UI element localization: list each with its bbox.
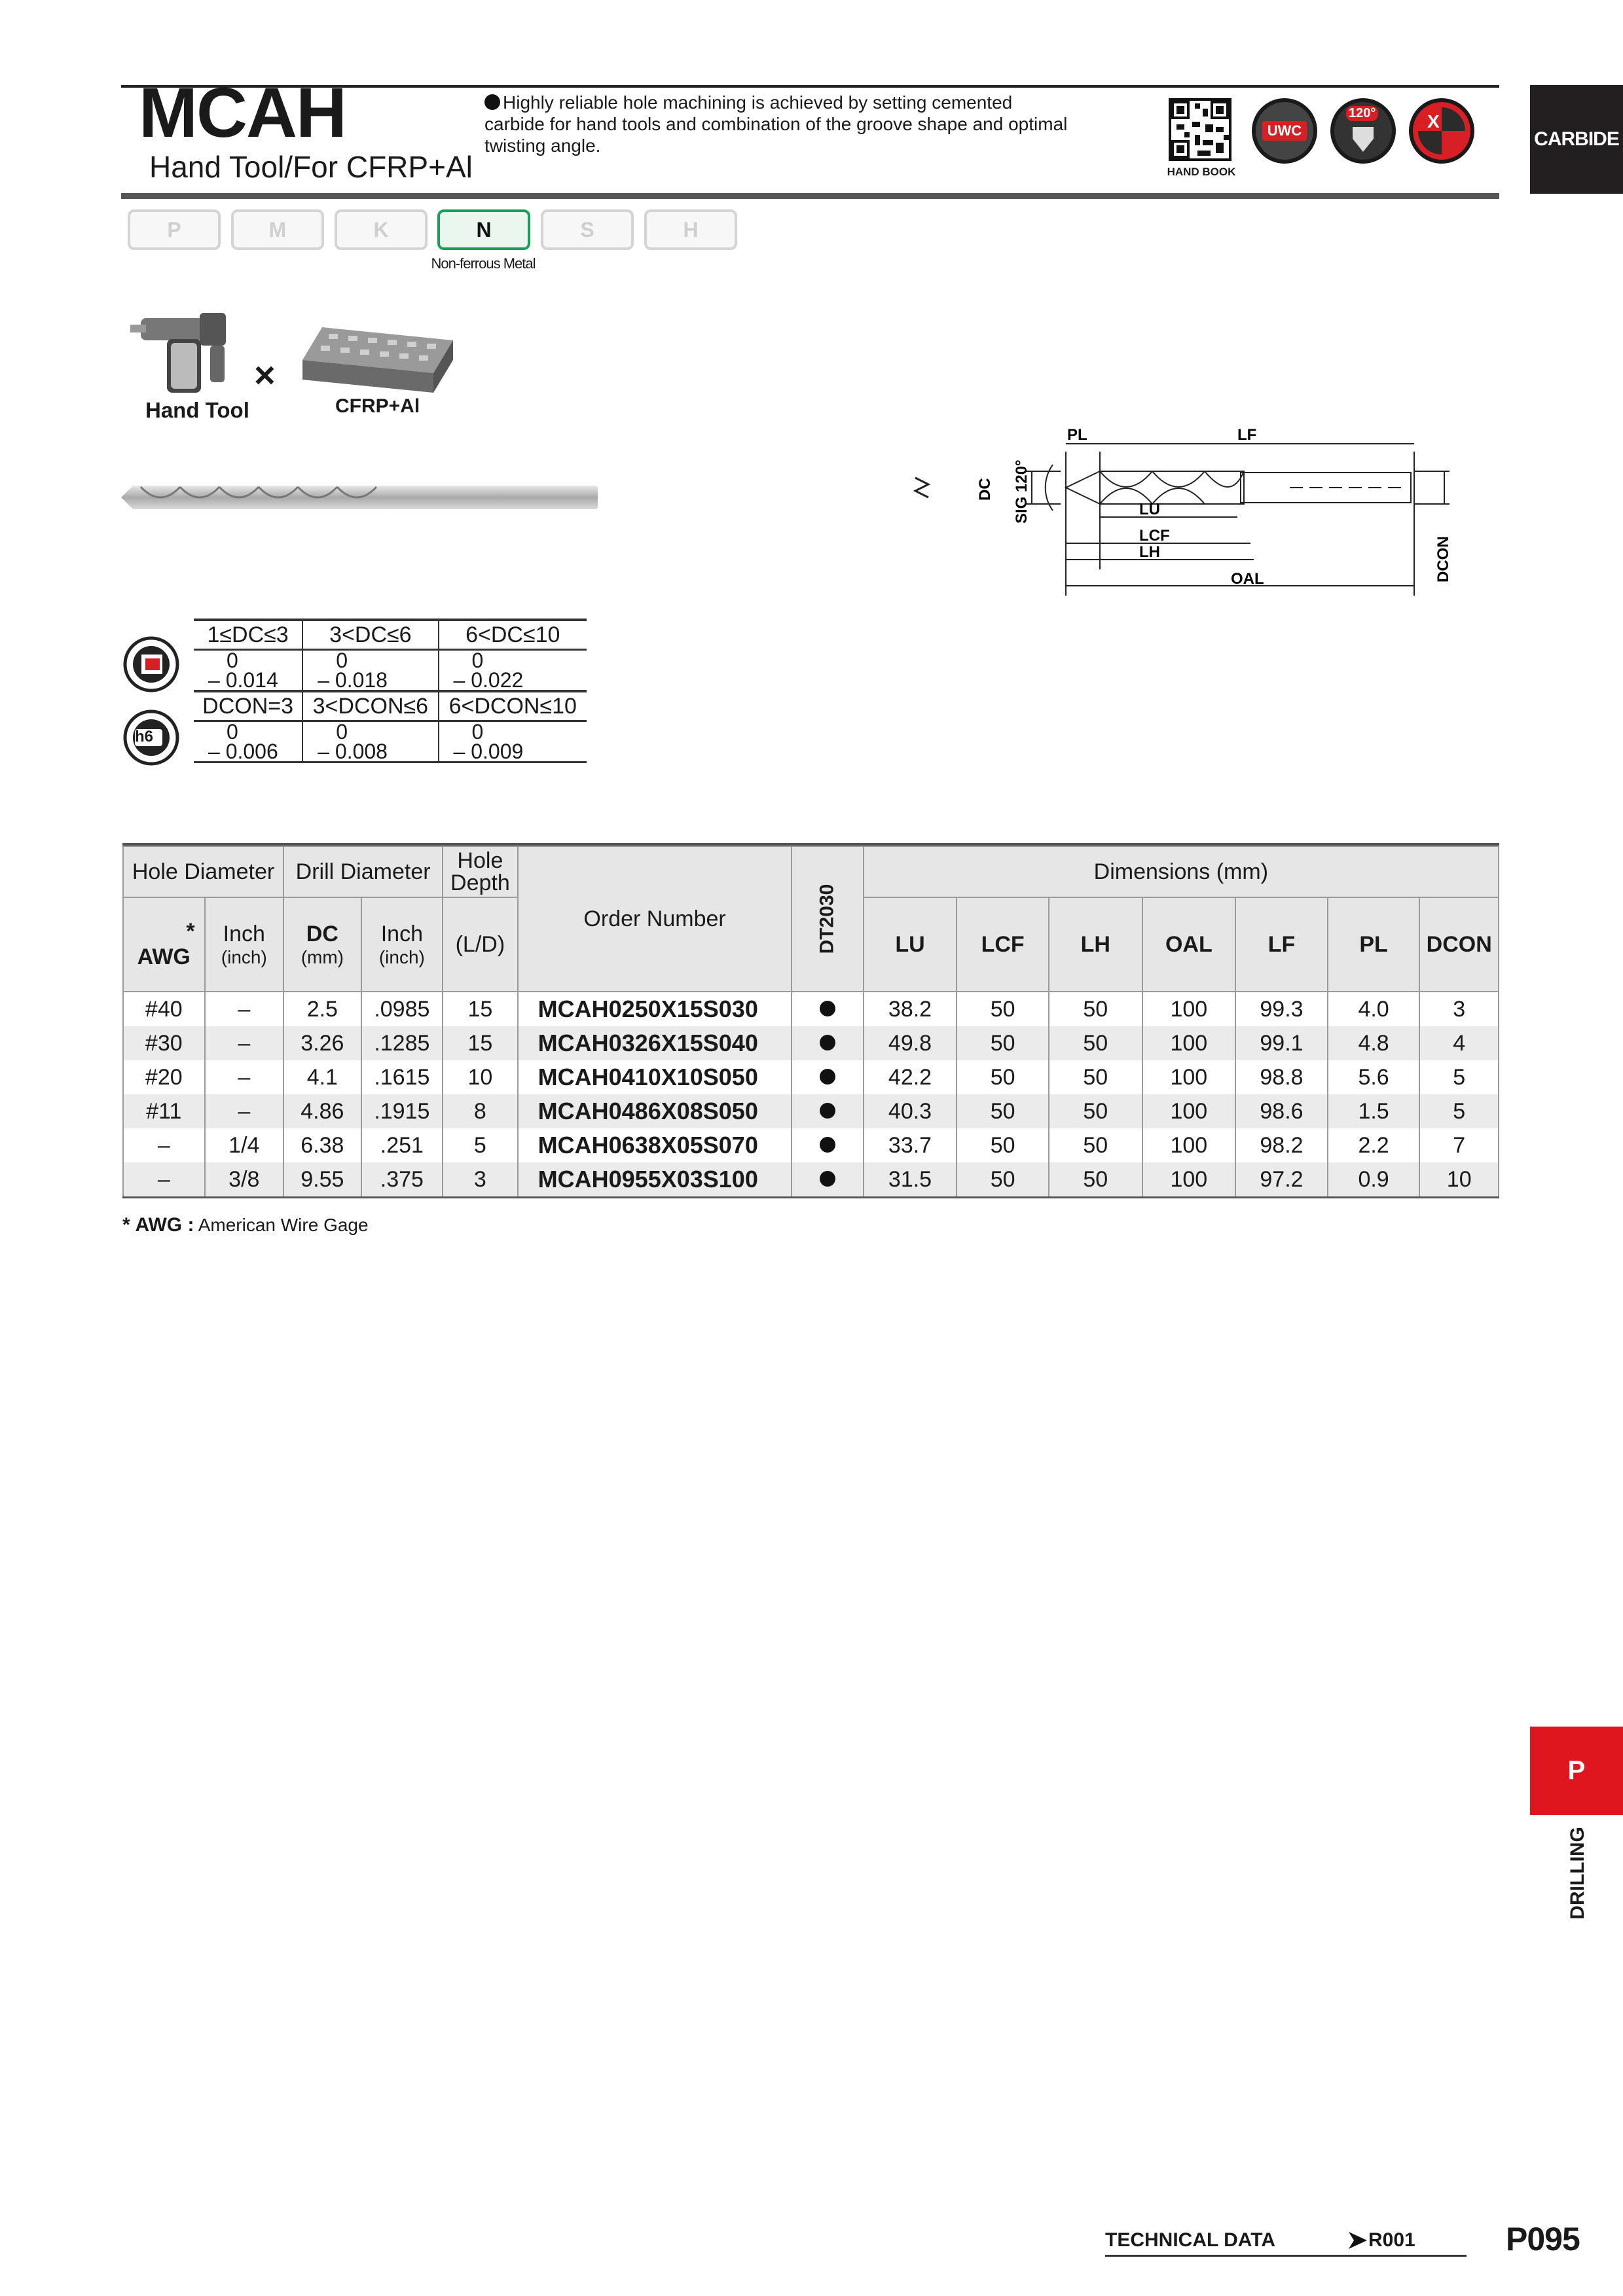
- dcon-range-2: 3<DCON≤6: [302, 691, 438, 721]
- cross-thinning-icon: X: [1409, 98, 1474, 164]
- material-chip-n: N: [437, 209, 530, 250]
- stock-dot-icon: [820, 1137, 835, 1153]
- dcon-upper-2: 0: [302, 721, 438, 742]
- hole-inch-header: Inch (inch): [205, 897, 284, 992]
- dimensions-header: Dimensions (mm): [864, 846, 1499, 897]
- table-cell: 100: [1142, 1060, 1236, 1094]
- table-cell: 5.6: [1328, 1060, 1420, 1094]
- table-cell: 100: [1142, 992, 1236, 1026]
- table-cell: #30: [123, 1026, 205, 1060]
- dc-upper-2: 0: [302, 650, 438, 671]
- order-number: MCAH0638X05S070: [518, 1128, 792, 1162]
- stock-dot-icon: [820, 1035, 835, 1050]
- table-cell: 0.9: [1328, 1162, 1420, 1198]
- stock-dot-icon: [820, 1069, 835, 1085]
- material-chip-m: M: [231, 209, 324, 250]
- table-cell: [792, 1026, 863, 1060]
- table-cell: 9.55: [283, 1162, 361, 1198]
- dc-range-1: 1≤DC≤3: [194, 620, 302, 650]
- dcon-upper-3: 0: [439, 721, 587, 742]
- technical-data-link[interactable]: TECHNICAL DATA: [1105, 2229, 1275, 2251]
- material-chip-s: S: [541, 209, 634, 250]
- table-row: [123, 1026, 1499, 1060]
- table-cell: 15: [443, 1026, 518, 1060]
- table-cell: 5: [443, 1128, 518, 1162]
- lh-header: LH: [1049, 897, 1142, 992]
- workpiece-label: CFRP+Al: [335, 395, 420, 417]
- table-cell: 6.38: [283, 1128, 361, 1162]
- header-bottom-rule: [121, 193, 1499, 199]
- svg-text:DCON: DCON: [1434, 536, 1452, 583]
- table-cell: –: [205, 992, 284, 1026]
- qr-code-icon[interactable]: [1169, 98, 1231, 161]
- carbide-category-tab[interactable]: CARBIDE: [1530, 85, 1623, 194]
- table-cell: 7: [1419, 1128, 1499, 1162]
- material-chip-p: P: [128, 209, 221, 250]
- table-cell: 2.2: [1328, 1128, 1420, 1162]
- table-cell: 50: [957, 1026, 1049, 1060]
- dcon-header: DCON: [1419, 897, 1499, 992]
- dc-lower-2: – 0.018: [302, 670, 438, 691]
- table-cell: [792, 1094, 863, 1128]
- hand-tool-picture: [128, 306, 232, 401]
- table-cell: –: [205, 1094, 284, 1128]
- table-cell: 5: [1419, 1060, 1499, 1094]
- drill-dimension-diagram: [903, 425, 1467, 605]
- table-cell: #40: [123, 992, 205, 1026]
- table-cell: .1615: [361, 1060, 443, 1094]
- table-cell: 40.3: [864, 1094, 957, 1128]
- svg-text:LH: LH: [1139, 543, 1160, 561]
- oal-header: OAL: [1142, 897, 1236, 992]
- grade-header: DT2030: [792, 846, 863, 992]
- hole-diameter-header: Hole Diameter: [123, 846, 283, 897]
- svg-text:LU: LU: [1139, 501, 1160, 518]
- dc-tolerance-icon: [122, 635, 181, 697]
- order-number: MCAH0326X15S040: [518, 1026, 792, 1060]
- h6-tolerance-icon: h6: [122, 708, 181, 770]
- table-cell: [792, 1060, 863, 1094]
- table-cell: –: [123, 1128, 205, 1162]
- svg-text:DC: DC: [976, 478, 994, 501]
- dcon-lower-3: – 0.009: [439, 742, 587, 762]
- table-cell: .1285: [361, 1026, 443, 1060]
- bullet-icon: [484, 94, 500, 110]
- active-material-caption: Non-ferrous Metal: [431, 255, 536, 272]
- table-cell: 42.2: [864, 1060, 957, 1094]
- table-cell: .0985: [361, 992, 443, 1026]
- table-cell: 3/8: [205, 1162, 284, 1198]
- table-cell: 3: [443, 1162, 518, 1198]
- section-tab-p[interactable]: P: [1530, 1727, 1623, 1815]
- table-cell: 98.6: [1235, 1094, 1328, 1128]
- table-cell: 98.8: [1235, 1060, 1328, 1094]
- table-cell: 99.3: [1235, 992, 1328, 1026]
- product-table: [122, 846, 1499, 1198]
- table-cell: 100: [1142, 1162, 1236, 1198]
- table-cell: 4.1: [283, 1060, 361, 1094]
- table-cell: .1915: [361, 1094, 443, 1128]
- table-cell: 98.2: [1235, 1128, 1328, 1162]
- table-cell: 50: [1049, 992, 1142, 1026]
- table-cell: 15: [443, 992, 518, 1026]
- uwc-coating-icon: UWC: [1252, 98, 1317, 164]
- order-number-header: Order Number: [518, 846, 792, 992]
- dcon-lower-2: – 0.008: [302, 742, 438, 762]
- table-row: [123, 1094, 1499, 1128]
- table-cell: 49.8: [864, 1026, 957, 1060]
- table-cell: 2.5: [283, 992, 361, 1026]
- dc-range-3: 6<DC≤10: [439, 620, 587, 650]
- order-number: MCAH0250X15S030: [518, 992, 792, 1026]
- table-cell: 99.1: [1235, 1026, 1328, 1060]
- dcon-lower-1: – 0.006: [208, 740, 278, 763]
- dcon-range-3: 6<DCON≤10: [439, 691, 587, 721]
- material-chip-k: K: [335, 209, 428, 250]
- table-cell: 10: [443, 1060, 518, 1094]
- drill-inch-header: Inch (inch): [361, 897, 443, 992]
- hand-tool-label: Hand Tool: [145, 398, 249, 422]
- table-cell: 4.8: [1328, 1026, 1420, 1060]
- cfrp-block-picture: [302, 327, 453, 403]
- table-cell: 38.2: [864, 992, 957, 1026]
- lu-header: LU: [864, 897, 957, 992]
- table-cell: 97.2: [1235, 1162, 1328, 1198]
- table-cell: 50: [1049, 1094, 1142, 1128]
- table-cell: 8: [443, 1094, 518, 1128]
- reference-page-link[interactable]: R001: [1368, 2229, 1415, 2251]
- table-cell: 3.26: [283, 1026, 361, 1060]
- table-cell: #20: [123, 1060, 205, 1094]
- table-cell: 50: [957, 1128, 1049, 1162]
- table-cell: 4.0: [1328, 992, 1420, 1026]
- table-cell: 1/4: [205, 1128, 284, 1162]
- times-symbol: ×: [254, 354, 276, 395]
- awg-header: * AWG: [123, 897, 205, 992]
- handbook-label: HAND BOOK: [1167, 166, 1236, 178]
- table-cell: [792, 1162, 863, 1198]
- table-cell: .251: [361, 1128, 443, 1162]
- table-row: [123, 1060, 1499, 1094]
- stock-dot-icon: [820, 1001, 835, 1016]
- table-cell: 10: [1419, 1162, 1499, 1198]
- awg-footnote: * AWG : American Wire Gage: [122, 1214, 369, 1236]
- pl-header: PL: [1328, 897, 1420, 992]
- svg-text:LCF: LCF: [1139, 527, 1170, 545]
- product-description: Highly reliable hole machining is achieved by setting cemented carbide for hand tools and combination of the groove shape and optimal twisting angle.: [484, 92, 1068, 156]
- product-title: MCAH: [139, 73, 346, 152]
- table-row: [123, 1162, 1499, 1198]
- table-cell: [792, 992, 863, 1026]
- arrow-right-icon: [1349, 2232, 1367, 2252]
- svg-text:PL: PL: [1067, 426, 1087, 444]
- table-cell: 50: [1049, 1162, 1142, 1198]
- table-cell: 33.7: [864, 1128, 957, 1162]
- table-cell: [792, 1128, 863, 1162]
- stock-dot-icon: [820, 1171, 835, 1187]
- dc-range-2: 3<DC≤6: [302, 620, 438, 650]
- table-cell: 50: [957, 1094, 1049, 1128]
- product-subtitle: Hand Tool/For CFRP+Al: [149, 150, 473, 184]
- table-cell: 50: [1049, 1060, 1142, 1094]
- table-cell: #11: [123, 1094, 205, 1128]
- table-cell: 4.86: [283, 1094, 361, 1128]
- dc-upper-3: 0: [439, 650, 587, 671]
- lf-header: LF: [1235, 897, 1328, 992]
- table-cell: –: [205, 1060, 284, 1094]
- svg-text:OAL: OAL: [1231, 570, 1264, 588]
- dc-upper-1: 0: [227, 649, 238, 672]
- svg-text:LF: LF: [1237, 426, 1257, 444]
- table-row: [123, 1128, 1499, 1162]
- table-cell: 50: [957, 992, 1049, 1026]
- table-cell: 5: [1419, 1094, 1499, 1128]
- table-cell: 100: [1142, 1026, 1236, 1060]
- table-cell: .375: [361, 1162, 443, 1198]
- table-cell: 50: [957, 1162, 1049, 1198]
- drilling-section-label: DRILLING: [1567, 1827, 1588, 1920]
- table-cell: 50: [1049, 1026, 1142, 1060]
- hole-depth-header: Hole Depth: [443, 846, 518, 897]
- table-cell: 50: [1049, 1128, 1142, 1162]
- table-cell: –: [123, 1162, 205, 1198]
- ld-header: (L/D): [443, 897, 518, 992]
- table-cell: –: [205, 1026, 284, 1060]
- dc-header: DC (mm): [283, 897, 361, 992]
- order-number: MCAH0410X10S050: [518, 1060, 792, 1094]
- drill-diameter-header: Drill Diameter: [283, 846, 443, 897]
- material-chip-h: H: [644, 209, 737, 250]
- table-cell: 100: [1142, 1128, 1236, 1162]
- page-number: P095: [1506, 2221, 1580, 2257]
- table-row: [123, 992, 1499, 1026]
- dc-lower-3: – 0.022: [439, 670, 587, 691]
- stock-dot-icon: [820, 1103, 835, 1119]
- dcon-range-1: DCON=3: [194, 691, 302, 721]
- dcon-upper-1: 0: [227, 720, 238, 744]
- tolerance-table: [194, 619, 587, 763]
- svg-text:SIG 120°: SIG 120°: [1013, 459, 1030, 524]
- table-cell: 4: [1419, 1026, 1499, 1060]
- drill-product-image: [121, 478, 602, 520]
- order-number: MCAH0955X03S100: [518, 1162, 792, 1198]
- lcf-header: LCF: [957, 897, 1049, 992]
- dc-lower-1: – 0.014: [208, 668, 278, 692]
- table-cell: 50: [957, 1060, 1049, 1094]
- footer-rule: [1105, 2255, 1467, 2257]
- table-cell: 1.5: [1328, 1094, 1420, 1128]
- table-cell: 31.5: [864, 1162, 957, 1198]
- order-number: MCAH0486X08S050: [518, 1094, 792, 1128]
- point-angle-icon: 120°: [1330, 98, 1396, 164]
- table-cell: 100: [1142, 1094, 1236, 1128]
- table-cell: 3: [1419, 992, 1499, 1026]
